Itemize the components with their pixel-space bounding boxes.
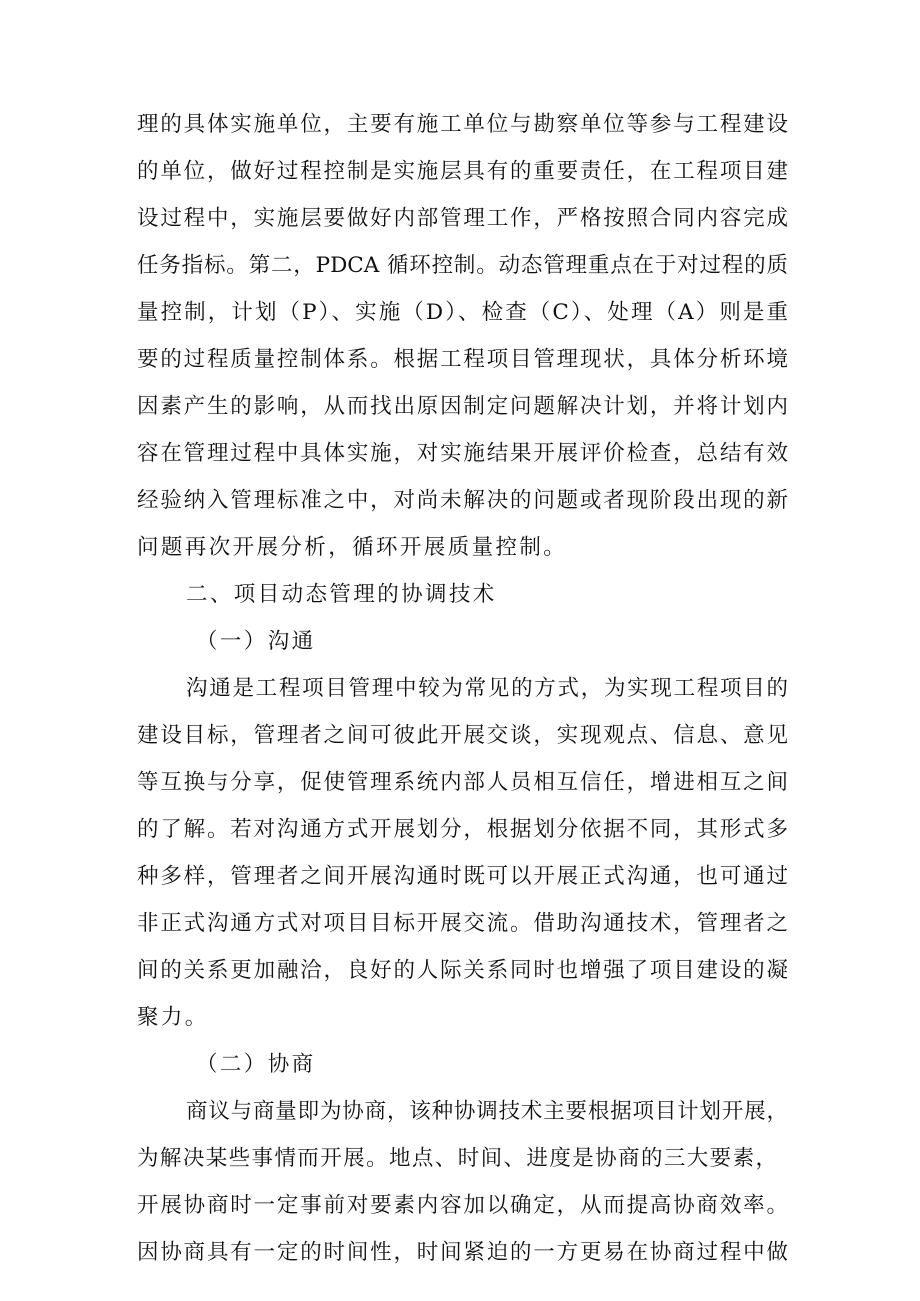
paragraph-1-line-9: 经验纳入管理标准之中，对尚未解决的问题或者现阶段出现的新 bbox=[137, 488, 788, 513]
paragraph-1-line-7: 因素产生的影响，从而找出原因制定问题解决计划，并将计划内 bbox=[137, 394, 788, 419]
paragraph-3-line-3: 开展协商时一定事前对要素内容加以确定，从而提高协商效率。 bbox=[137, 1193, 788, 1218]
paragraph-3-line-1: 商议与商量即为协商，该种协调技术主要根据项目计划开展， bbox=[186, 1099, 788, 1124]
paragraph-1-line-8: 容在管理过程中具体实施，对实施结果开展评价检查，总结有效 bbox=[137, 441, 788, 466]
paragraph-3-line-4: 因协商具有一定的时间性，时间紧迫的一方更易在协商过程中做 bbox=[137, 1240, 788, 1265]
paragraph-1-line-6: 要的过程质量控制体系。根据工程项目管理现状，具体分析环境 bbox=[137, 347, 788, 372]
section-heading: 二、项目动态管理的协调技术 bbox=[186, 582, 497, 607]
paragraph-2-line-5: 种多样，管理者之间开展沟通时既可以开展正式沟通，也可通过 bbox=[137, 864, 788, 889]
paragraph-2-line-8: 聚力。 bbox=[137, 1005, 209, 1030]
paragraph-1-line-5: 量控制，计划（P）、实施（D）、检查（C）、处理（A）则是重 bbox=[137, 300, 788, 325]
paragraph-2-line-7: 间的关系更加融洽，良好的人际关系同时也增强了项目建设的凝 bbox=[137, 958, 788, 983]
paragraph-2-line-1: 沟通是工程项目管理中较为常见的方式，为实现工程项目的 bbox=[186, 676, 788, 701]
paragraph-2-line-4: 的了解。若对沟通方式开展划分，根据划分依据不同，其形式多 bbox=[137, 817, 788, 842]
paragraph-1-line-1: 理的具体实施单位，主要有施工单位与勘察单位等参与工程建设 bbox=[137, 112, 788, 137]
subsection-heading-negotiation: （二）协商 bbox=[196, 1052, 316, 1077]
paragraph-2-line-2: 建设目标，管理者之间可彼此开展交谈，实现观点、信息、意见 bbox=[137, 723, 788, 748]
paragraph-1-line-2: 的单位，做好过程控制是实施层具有的重要责任，在工程项目建 bbox=[137, 159, 788, 184]
paragraph-2-line-3: 等互换与分享，促使管理系统内部人员相互信任，增进相互之间 bbox=[137, 770, 788, 795]
paragraph-2-line-6: 非正式沟通方式对项目目标开展交流。借助沟通技术，管理者之 bbox=[137, 911, 788, 936]
paragraph-1-line-3: 设过程中，实施层要做好内部管理工作，严格按照合同内容完成 bbox=[137, 206, 788, 231]
paragraph-1-line-4: 任务指标。第二，PDCA 循环控制。动态管理重点在于对过程的质 bbox=[137, 253, 788, 278]
subsection-heading-communication: （一）沟通 bbox=[196, 629, 316, 654]
paragraph-3-line-2: 为解决某些事情而开展。地点、时间、进度是协商的三大要素， bbox=[137, 1146, 777, 1171]
paragraph-1-line-10: 问题再次开展分析，循环开展质量控制。 bbox=[137, 535, 568, 560]
